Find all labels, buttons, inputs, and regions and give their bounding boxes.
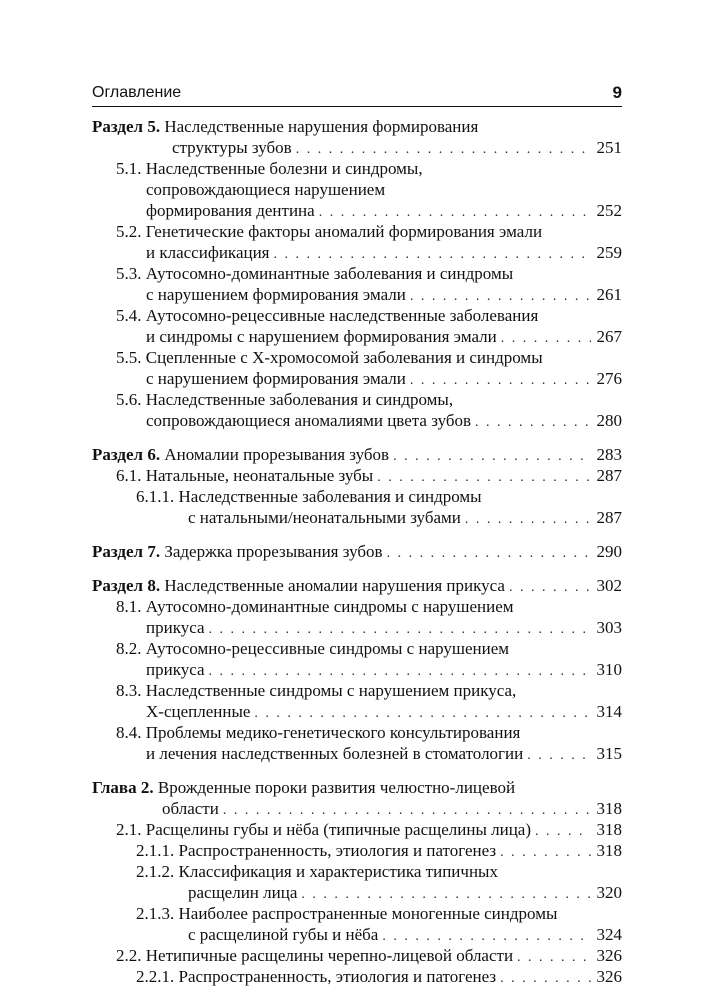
toc-entry[interactable]	[162, 798, 622, 820]
toc-page-number: 302	[596, 576, 622, 595]
toc-entry-text: структуры зубов	[172, 138, 292, 157]
toc-entry-text: 6.1.1. Наследственные заболевания и синдромы	[136, 487, 482, 506]
toc-entry[interactable]	[146, 701, 622, 723]
toc-entry[interactable]	[136, 966, 622, 988]
toc-page-number: 259	[596, 243, 622, 262]
page-number: 9	[612, 83, 622, 102]
toc-entry-text: Аномалии прорезывания зубов	[160, 445, 390, 464]
toc-entry[interactable]	[92, 777, 622, 799]
toc-page-number: 290	[596, 542, 622, 561]
toc-entry-text: и классификация	[146, 243, 270, 262]
toc-entry-text: 8.1. Аутосомно-доминантные синдромы с нарушением	[116, 597, 514, 616]
toc-page-number: 324	[596, 925, 622, 944]
toc-page-number: 283	[596, 445, 622, 464]
toc-entry-text: 2.1.1. Распространенность, этиология и патогенез	[136, 841, 497, 860]
dot-leader	[500, 968, 590, 990]
toc-page-number: 287	[596, 508, 622, 527]
toc-section-label: Раздел 8.	[92, 576, 161, 595]
toc-entry[interactable]	[146, 284, 622, 306]
toc-entry[interactable]	[172, 137, 622, 159]
toc-entry-text: 2.1.3. Наиболее распространенные моногенные синдромы	[136, 904, 558, 923]
toc-entry[interactable]	[188, 882, 622, 904]
toc-entry[interactable]	[136, 840, 622, 862]
toc-section-label: Раздел 7.	[92, 542, 161, 561]
toc-entry-text: 6.1. Натальные, неонатальные зубы	[116, 466, 374, 485]
toc-entry[interactable]	[92, 575, 622, 597]
toc-entry[interactable]	[136, 486, 622, 508]
toc-page-number: 252	[596, 201, 622, 220]
toc-entry-text: области	[162, 799, 219, 818]
toc-entry-text: 5.1. Наследственные болезни и синдромы,	[116, 159, 423, 178]
toc-page-number: 251	[596, 138, 622, 157]
toc-entry[interactable]	[146, 410, 622, 432]
toc-section-label: Раздел 6.	[92, 445, 161, 464]
toc-entry[interactable]	[116, 158, 622, 180]
toc-entry[interactable]	[116, 305, 622, 327]
toc-entry[interactable]	[136, 861, 622, 883]
toc-entry[interactable]	[116, 819, 622, 841]
toc-entry[interactable]	[116, 221, 622, 243]
toc-entry[interactable]	[146, 242, 622, 264]
toc-page-number: 287	[596, 466, 622, 485]
toc-entry-text: Врожденные пороки развития челюстно-лицевой	[153, 778, 516, 797]
toc-entry-text: 2.1. Расщелины губы и нёба (типичные расщелины лица)	[116, 820, 531, 839]
running-header-title: Оглавление	[92, 84, 182, 101]
toc-entry-text: прикуса	[146, 618, 205, 637]
dot-leader	[465, 509, 591, 531]
toc-page-number: 310	[596, 660, 622, 679]
toc-entry-text: Задержка прорезывания зубов	[160, 542, 383, 561]
toc-entry[interactable]	[136, 903, 622, 925]
toc-page-number: 315	[596, 744, 622, 763]
toc-entry-text: 2.1.2. Классификация и характеристика типичных	[136, 862, 498, 881]
toc-entry[interactable]	[116, 347, 622, 369]
toc-entry-text: 5.3. Аутосомно-доминантные заболевания и синдромы	[116, 264, 514, 283]
toc-entry[interactable]	[146, 743, 622, 765]
toc-entry[interactable]	[146, 326, 622, 348]
toc-page-number: 314	[596, 702, 622, 721]
dot-leader	[475, 412, 590, 434]
toc-entry-text: 2.2.1. Распространенность, этиология и патогенез	[136, 967, 497, 986]
toc-entry-text: прикуса	[146, 660, 205, 679]
toc-entry[interactable]	[92, 444, 622, 466]
toc-entry-text: с нарушением формирования эмали	[146, 369, 406, 388]
toc-page-number: 318	[596, 820, 622, 839]
toc-entry[interactable]	[116, 722, 622, 744]
toc-entry-text: и лечения наследственных болезней в стоматологии	[146, 744, 524, 763]
toc-entry-text: 5.5. Сцепленные с Х-хромосомой заболевания и синдромы	[116, 348, 543, 367]
toc-entry[interactable]	[146, 617, 622, 639]
toc-entry[interactable]	[146, 659, 622, 681]
toc-entry[interactable]	[116, 263, 622, 285]
toc-entry[interactable]	[146, 368, 622, 390]
toc-entry-text: сопровождающиеся нарушением	[146, 180, 386, 199]
toc-page-number: 318	[596, 799, 622, 818]
toc-entry-text: с натальными/неонатальными зубами	[188, 508, 461, 527]
toc-page-number: 261	[596, 285, 622, 304]
toc-entry-text: Наследственные нарушения формирования	[160, 117, 479, 136]
dot-leader	[387, 543, 591, 565]
toc-entry-text: с нарушением формирования эмали	[146, 285, 406, 304]
toc-entry-text: расщелин лица	[188, 883, 298, 902]
toc-page-number: 276	[596, 369, 622, 388]
toc-entry-text: 8.3. Наследственные синдромы с нарушением прикуса,	[116, 681, 517, 700]
toc-page-number: 303	[596, 618, 622, 637]
toc-page-number: 320	[596, 883, 622, 902]
toc-page-number: 267	[596, 327, 622, 346]
toc-entry[interactable]	[116, 596, 622, 618]
toc-entry[interactable]	[188, 507, 622, 529]
toc-entry-text: Х-сцепленные	[146, 702, 251, 721]
toc-page-number: 318	[596, 841, 622, 860]
toc-entry[interactable]	[116, 680, 622, 702]
toc-entry[interactable]	[116, 389, 622, 411]
toc-page-number: 326	[596, 967, 622, 986]
toc-entry[interactable]	[116, 638, 622, 660]
toc-entry[interactable]	[116, 945, 622, 967]
toc-entry[interactable]	[146, 200, 622, 222]
toc-entry-text: с расщелиной губы и нёба	[188, 925, 379, 944]
toc-page-number: 326	[596, 946, 622, 965]
toc-entry-text: и синдромы с нарушением формирования эмали	[146, 327, 497, 346]
toc-entry[interactable]	[188, 924, 622, 946]
toc-section-label: Раздел 5.	[92, 117, 161, 136]
toc-entry[interactable]	[116, 465, 622, 487]
toc-chapter-label: Глава 2.	[92, 778, 154, 797]
toc-entry-text: формирования дентина	[146, 201, 315, 220]
toc-entry-text: 5.2. Генетические факторы аномалий формирования эмали	[116, 222, 543, 241]
toc-entry-text: 8.2. Аутосомно-рецессивные синдромы с нарушением	[116, 639, 510, 658]
toc-entry-text: сопровождающиеся аномалиями цвета зубов	[146, 411, 472, 430]
toc-entry[interactable]	[92, 541, 622, 563]
toc-entry-text: Наследственные аномалии нарушения прикуса	[160, 576, 505, 595]
toc-entry-text: 5.4. Аутосомно-рецессивные наследственные заболевания	[116, 306, 539, 325]
toc-entry-text: 2.2. Нетипичные расщелины черепно-лицевой области	[116, 946, 514, 965]
toc-entry[interactable]	[146, 179, 622, 201]
toc-entry[interactable]	[92, 116, 622, 138]
toc-entry-text: 5.6. Наследственные заболевания и синдромы,	[116, 390, 454, 409]
toc-entry-text: 8.4. Проблемы медико-генетического консультирования	[116, 723, 521, 742]
dot-leader	[527, 745, 590, 767]
toc-page-number: 280	[596, 411, 622, 430]
